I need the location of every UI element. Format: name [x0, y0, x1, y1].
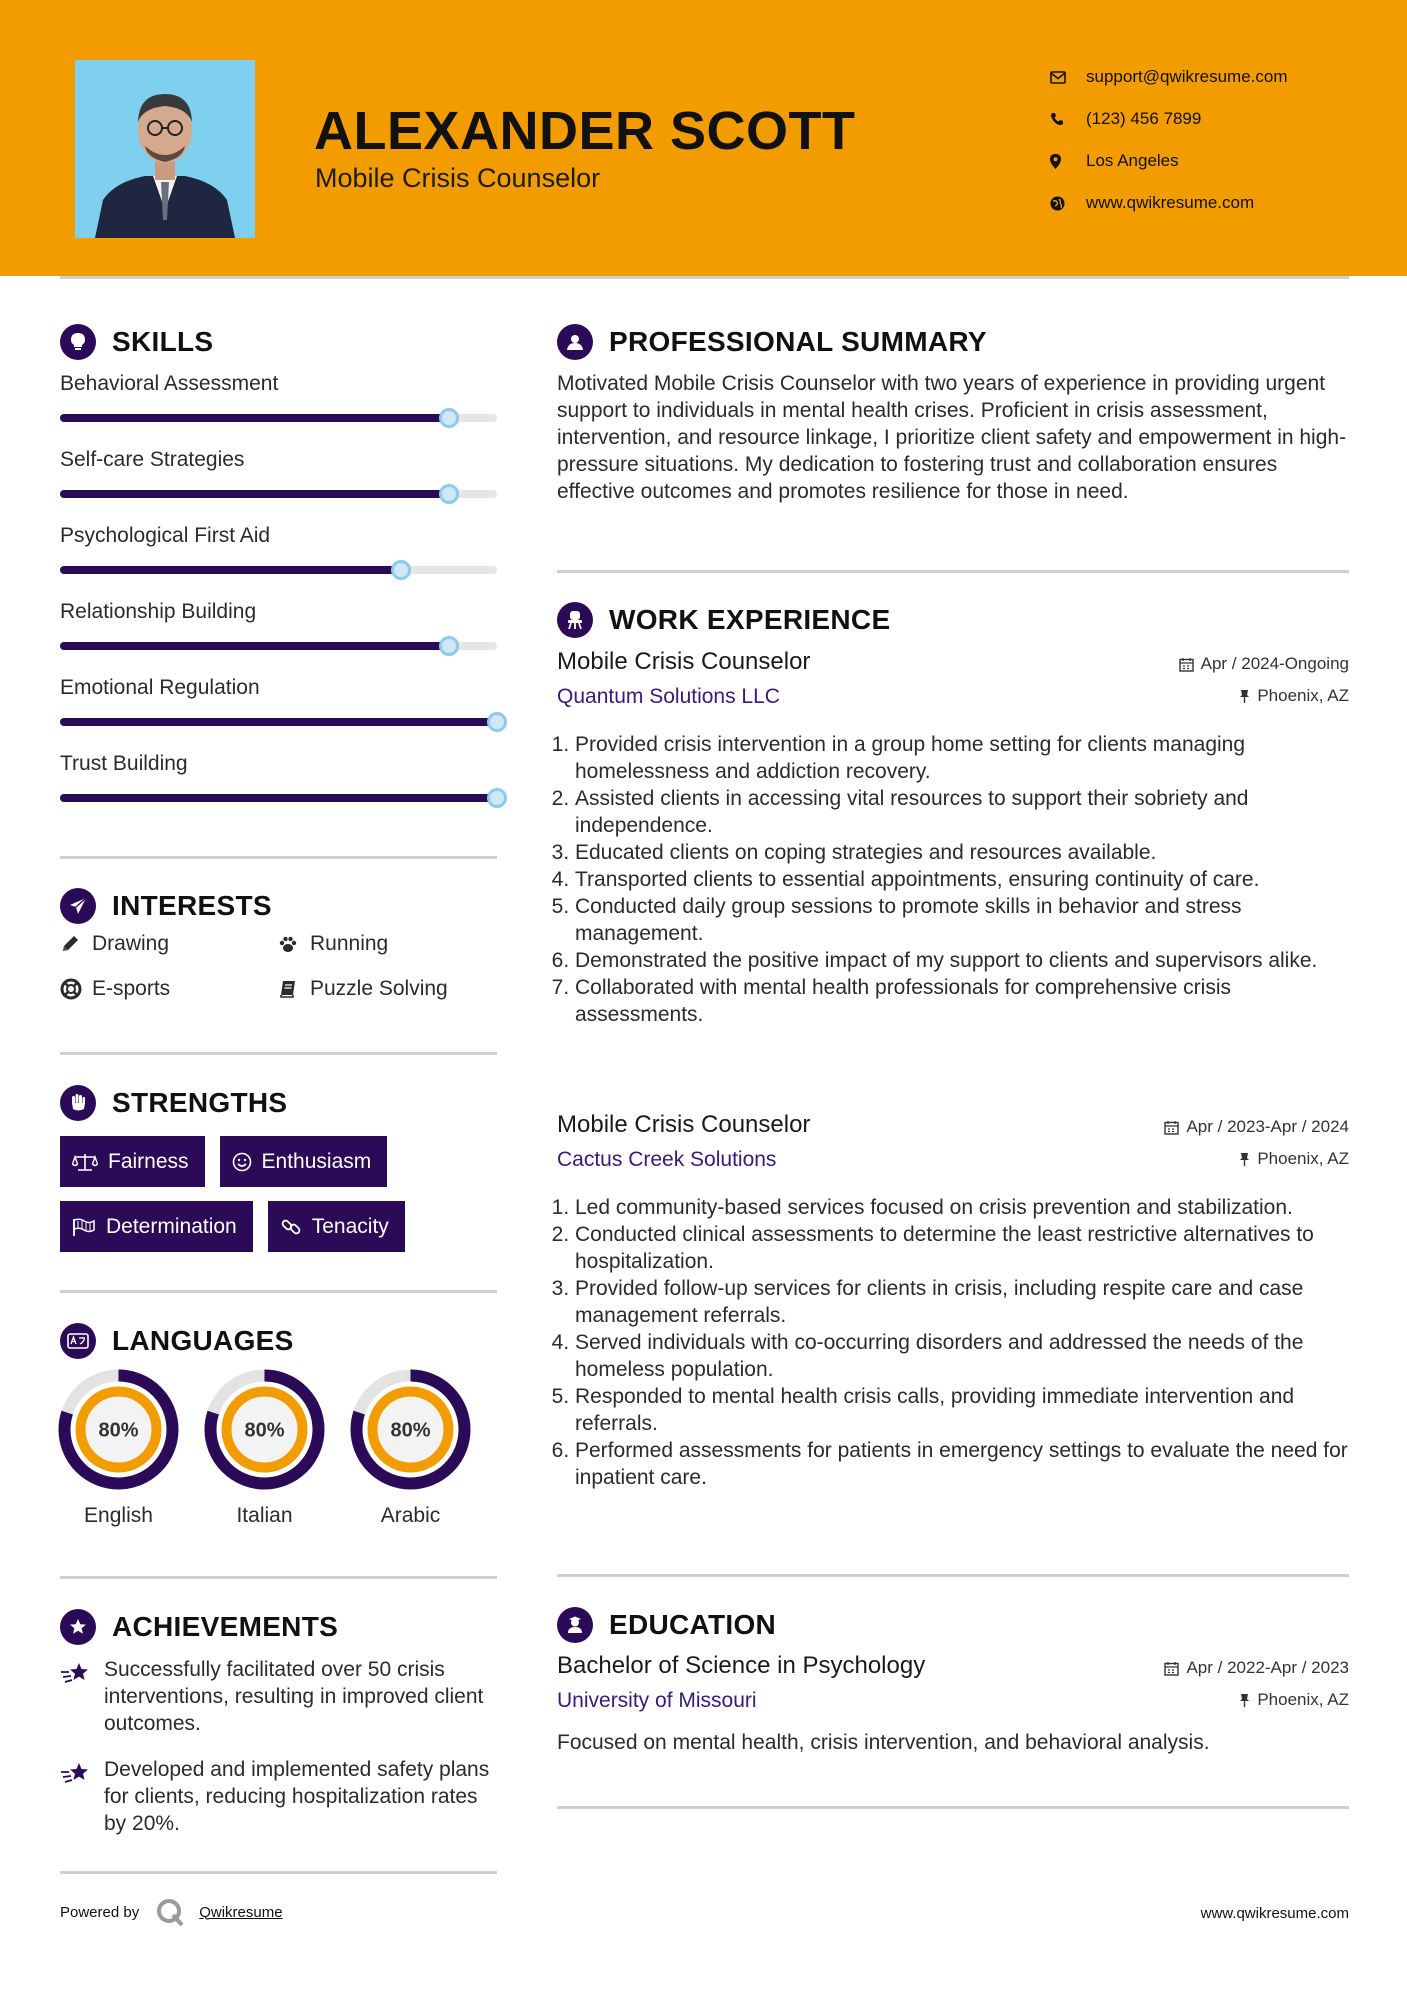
- achievements-heading: [60, 1609, 338, 1645]
- experience-divider: [557, 1574, 1349, 1577]
- interests-heading: [60, 888, 272, 924]
- education-meta: [1164, 1652, 1349, 1716]
- strengths-heading: [60, 1085, 287, 1121]
- job-company: Cactus Creek Solutions: [557, 1148, 777, 1171]
- footer-website[interactable]: www.qwikresume.com: [1200, 1905, 1349, 1922]
- language-percent: 80%: [98, 1419, 139, 1442]
- job-entry: [557, 648, 1349, 1028]
- skill-label: Relationship Building: [60, 600, 257, 623]
- language-card-icon: [60, 1323, 96, 1359]
- education-divider: [557, 1806, 1349, 1809]
- education-heading: [557, 1607, 776, 1643]
- paper-plane-icon: [60, 888, 96, 924]
- skill-item: [60, 448, 500, 524]
- strength-label: Enthusiasm: [261, 1149, 372, 1173]
- job-duty: 6. Demonstrated the positive impact of my support to clients and supervisors alike.: [575, 947, 1349, 974]
- skills-list: [60, 372, 500, 828]
- language-item: [350, 1369, 471, 1528]
- job-duty: 5. Responded to mental health crisis calls, providing immediate intervention and referrals.: [575, 1383, 1349, 1437]
- contact-website-text: www.qwikresume.com: [1086, 193, 1255, 212]
- language-percent: 80%: [390, 1419, 431, 1442]
- link-icon: [280, 1216, 302, 1238]
- achievement-item: [60, 1756, 500, 1837]
- language-item: [204, 1369, 325, 1528]
- education-dates: Apr / 2022-Apr / 2023: [1186, 1658, 1349, 1677]
- skill-bar-fill: [60, 642, 449, 650]
- flag-icon: [72, 1217, 96, 1237]
- job-duty: 4. Served individuals with co-occurring disorders and addressed the needs of the homeless population.: [575, 1329, 1349, 1383]
- achievement-text: Successfully facilitated over 50 crisis interventions, resulting in improved client outcomes.: [104, 1658, 484, 1735]
- achievements-title: ACHIEVEMENTS: [112, 1611, 339, 1642]
- skill-item: [60, 600, 500, 676]
- education-title: EDUCATION: [609, 1609, 777, 1640]
- language-name: Italian: [236, 1504, 293, 1527]
- education-entry: [557, 1652, 1349, 1755]
- lifebuoy-icon: [60, 978, 92, 1000]
- skill-bar-knob: [439, 636, 459, 656]
- skill-label: Psychological First Aid: [60, 524, 271, 547]
- summary-text: Motivated Mobile Crisis Counselor with two years of experience in providing urgent support to individuals in mental health crises. Proficient in crisis assessment, intervention, and resource linkage, I prioritize client safety and empowerment in high-pressure situations. My dedication to fostering trust and collaboration ensures effective outcomes and promotes resilience for those in need.: [557, 372, 1347, 503]
- skill-bar: [60, 490, 497, 498]
- job-location: Phoenix, AZ: [1257, 1149, 1349, 1168]
- skill-bar-knob: [439, 484, 459, 504]
- contact-location-text: Los Angeles: [1086, 151, 1179, 170]
- mail-icon: [1050, 71, 1086, 84]
- job-dates: Apr / 2024-Ongoing: [1200, 654, 1349, 673]
- language-ring: [58, 1369, 179, 1490]
- job-dates: Apr / 2023-Apr / 2024: [1186, 1117, 1349, 1136]
- skills-divider: [60, 856, 497, 859]
- language-percent: 80%: [244, 1419, 285, 1442]
- skill-bar-fill: [60, 414, 449, 422]
- summary-divider: [557, 570, 1349, 573]
- resume-header: [0, 0, 1407, 276]
- contact-email-text: support@qwikresume.com: [1086, 67, 1288, 86]
- skill-bar: [60, 718, 497, 726]
- achievements-divider: [60, 1871, 497, 1874]
- interest-item: [60, 975, 278, 1002]
- strength-label: Tenacity: [311, 1214, 389, 1238]
- skill-label: Emotional Regulation: [60, 676, 260, 699]
- calendar-icon: [1164, 1661, 1179, 1676]
- job-duty: 2. Assisted clients in accessing vital resources to support their sobriety and independence.: [575, 785, 1349, 839]
- globe-icon: [1050, 196, 1086, 211]
- skill-label: Trust Building: [60, 752, 188, 775]
- smile-icon: [232, 1152, 252, 1172]
- interest-item: [278, 975, 496, 1002]
- profile-photo: [75, 60, 255, 238]
- chair-icon: [557, 602, 593, 638]
- strength-label: Determination: [106, 1214, 237, 1238]
- location-pin-icon: [1050, 154, 1086, 169]
- job-meta: [1164, 1111, 1349, 1175]
- job-company: Quantum Solutions LLC: [557, 685, 780, 708]
- job-duty: 3. Provided follow-up services for clients in crisis, including respite care and case management referrals.: [575, 1275, 1349, 1329]
- education-description: Focused on mental health, crisis intervention, and behavioral analysis.: [557, 1731, 1210, 1754]
- candidate-title: Mobile Crisis Counselor: [315, 163, 601, 193]
- footer-powered: [60, 1897, 283, 1927]
- contact-website[interactable]: [1050, 182, 1288, 224]
- scales-icon: [72, 1152, 98, 1172]
- qwikresume-logo-icon: [155, 1897, 185, 1927]
- language-item: [58, 1369, 179, 1528]
- pencil-icon: [60, 934, 92, 954]
- education-location: Phoenix, AZ: [1257, 1690, 1349, 1709]
- achievements-list: [60, 1656, 500, 1856]
- job-duty: 7. Collaborated with mental health professionals for comprehensive crisis assessments.: [575, 974, 1349, 1028]
- achievement-item: [60, 1656, 500, 1737]
- job-duty: 6. Performed assessments for patients in emergency settings to evaluate the need for inpatient care.: [575, 1437, 1349, 1491]
- interests-title: INTERESTS: [112, 890, 272, 921]
- pushpin-icon: [1239, 689, 1250, 704]
- strength-label: Fairness: [108, 1149, 189, 1173]
- job-duties: [557, 1194, 1349, 1491]
- languages-heading: [60, 1323, 294, 1359]
- phone-icon: [1050, 112, 1086, 126]
- language-ring: [204, 1369, 325, 1490]
- powered-by-text: Powered by: [60, 1903, 140, 1921]
- summary-heading: [557, 324, 987, 360]
- book-icon: [278, 979, 310, 999]
- strength-chip: [60, 1201, 253, 1252]
- job-title: Mobile Crisis Counselor: [557, 648, 811, 675]
- job-duty: 1. Provided crisis intervention in a group home setting for clients managing homelessness and addiction recovery.: [575, 731, 1349, 785]
- languages-title: LANGUAGES: [112, 1325, 294, 1356]
- strengths-title: STRENGTHS: [112, 1087, 288, 1118]
- candidate-name: ALEXANDER SCOTT: [314, 101, 856, 161]
- strength-chip: [268, 1201, 405, 1252]
- language-ring: [350, 1369, 471, 1490]
- job-duty: 1. Led community-based services focused on crisis prevention and stabilization.: [575, 1194, 1349, 1221]
- skill-bar: [60, 566, 497, 574]
- skill-bar-fill: [60, 566, 401, 574]
- skill-bar: [60, 794, 497, 802]
- strengths-divider: [60, 1290, 497, 1293]
- skill-bar-fill: [60, 718, 497, 726]
- strength-chip: [60, 1136, 205, 1187]
- lightbulb-icon: [60, 324, 96, 360]
- skills-heading: [60, 324, 213, 360]
- school-name: University of Missouri: [557, 1689, 757, 1712]
- language-name: Arabic: [380, 1504, 441, 1527]
- interest-label: Drawing: [92, 931, 170, 955]
- interest-label: E-sports: [92, 976, 171, 1000]
- job-entry: [557, 1111, 1349, 1491]
- interest-item: [60, 930, 278, 957]
- language-name: English: [84, 1504, 153, 1527]
- job-duty: 3. Educated clients on coping strategies and resources available.: [575, 839, 1349, 866]
- interests-list: [60, 930, 500, 1002]
- skill-item: [60, 372, 500, 448]
- header-divider: [60, 276, 1349, 279]
- strengths-list: [60, 1136, 520, 1266]
- shooting-star-icon: [60, 1756, 104, 1837]
- interests-divider: [60, 1052, 497, 1055]
- job-duty: 5. Conducted daily group sessions to promote skills in behavior and stress management.: [575, 893, 1349, 947]
- skill-bar-fill: [60, 794, 497, 802]
- skill-bar: [60, 642, 497, 650]
- experience-heading: [557, 602, 890, 638]
- skill-item: [60, 752, 500, 828]
- skill-label: Behavioral Assessment: [60, 372, 279, 395]
- job-title: Mobile Crisis Counselor: [557, 1111, 811, 1138]
- contact-list: [1050, 56, 1288, 224]
- skill-bar-knob: [391, 560, 411, 580]
- calendar-icon: [1179, 657, 1194, 672]
- interest-label: Running: [310, 931, 389, 955]
- interest-item: [278, 930, 496, 957]
- shooting-star-icon: [60, 1656, 104, 1737]
- job-duty: 4. Transported clients to essential appointments, ensuring continuity of care.: [575, 866, 1349, 893]
- user-icon: [557, 324, 593, 360]
- languages-list: [58, 1369, 471, 1528]
- qwikresume-link[interactable]: Qwikresume: [199, 1903, 283, 1921]
- skill-bar-knob: [487, 712, 507, 732]
- experience-title: WORK EXPERIENCE: [609, 604, 891, 635]
- pushpin-icon: [1239, 1693, 1250, 1708]
- skill-item: [60, 676, 500, 752]
- degree-title: Bachelor of Science in Psychology: [557, 1652, 926, 1679]
- languages-divider: [60, 1576, 497, 1579]
- raised-fist-icon: [60, 1085, 96, 1121]
- contact-location: [1050, 140, 1288, 182]
- interest-label: Puzzle Solving: [310, 976, 448, 1000]
- job-meta: [1179, 648, 1349, 712]
- skill-bar-fill: [60, 490, 449, 498]
- skill-bar-knob: [439, 408, 459, 428]
- contact-phone[interactable]: [1050, 98, 1288, 140]
- contact-email[interactable]: [1050, 56, 1288, 98]
- skill-bar-knob: [487, 788, 507, 808]
- skill-bar: [60, 414, 497, 422]
- job-duties: [557, 731, 1349, 1028]
- contact-phone-text: (123) 456 7899: [1086, 109, 1202, 128]
- skills-title: SKILLS: [112, 326, 214, 357]
- achievement-text: Developed and implemented safety plans for clients, reducing hospitalization rates by 20%.: [104, 1758, 490, 1835]
- job-duty: 2. Conducted clinical assessments to determine the least restrictive alternatives to hospitalization.: [575, 1221, 1349, 1275]
- pushpin-icon: [1239, 1152, 1250, 1167]
- skill-item: [60, 524, 500, 600]
- calendar-icon: [1164, 1120, 1179, 1135]
- skill-label: Self-care Strategies: [60, 448, 245, 471]
- summary-title: PROFESSIONAL SUMMARY: [609, 326, 987, 357]
- strength-chip: [220, 1136, 388, 1187]
- paw-icon: [278, 934, 310, 954]
- graduate-icon: [557, 1607, 593, 1643]
- job-location: Phoenix, AZ: [1257, 686, 1349, 705]
- star-badge-icon: [60, 1609, 96, 1645]
